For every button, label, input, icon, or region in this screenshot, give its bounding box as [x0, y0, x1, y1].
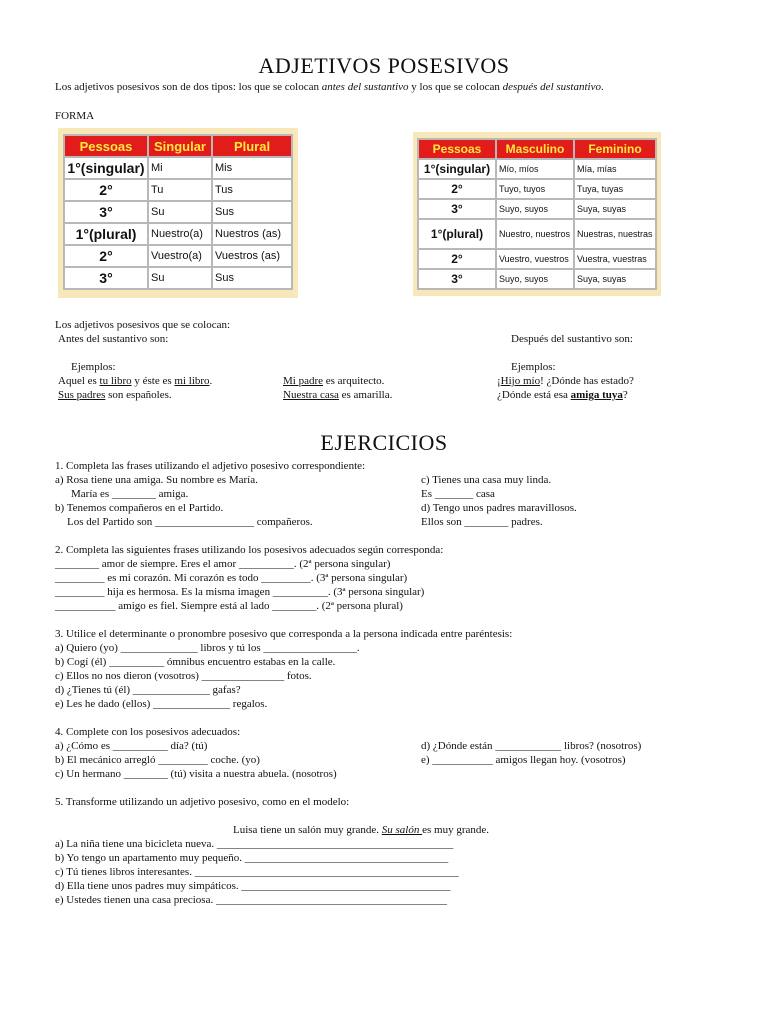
exercise-5-title: 5. Transforme utilizando un adjetivo posesivo, como en el modelo: [55, 796, 350, 808]
ejercicios-title: EJERCICIOS [320, 430, 448, 455]
exercise-line: e) Les he dado (ellos) ______________ regalos. [55, 698, 268, 710]
exercise-line: c) Tú tienes libros interesantes. ________________________________________________ [55, 866, 459, 878]
table-cell: Vuestro(a) [148, 245, 212, 267]
exercise-line: b) El mecánico arregló _________ coche. (yo) [55, 754, 260, 766]
exercise-line: d) Tengo unos padres maravillosos. [421, 502, 577, 514]
header-cell: Masculino [496, 139, 574, 159]
model-sentence: Luisa tiene un salón muy grande. Su salón es muy grande. [233, 824, 490, 836]
exercise-line: Es _______ casa [421, 488, 495, 500]
table-cell: Nuestro(a) [148, 223, 212, 245]
header-cell: Pessoas [64, 135, 148, 157]
exercise-3-title: 3. Utilice el determinante o pronombre posesivo que corresponda a la persona indicada entre paréntesis: [55, 628, 513, 640]
person-cell: 3° [64, 267, 148, 289]
example-line: Nuestra casa es amarilla. [283, 389, 393, 401]
table-cell: Suyo, suyos [496, 269, 574, 289]
exercise-line: d) Ella tiene unos padres muy simpáticos. ______________________________________ [55, 880, 451, 892]
person-cell: 2° [64, 179, 148, 201]
example-line: ¡Hijo mío! ¿Dónde has estado? [497, 375, 634, 387]
exercise-line: c) Ellos no nos dieron (vosotros) _______________ fotos. [55, 670, 312, 682]
exercise-line: c) Tienes una casa muy linda. [421, 474, 552, 486]
person-cell: 1°(plural) [64, 223, 148, 245]
person-cell: 3° [64, 201, 148, 223]
table-row [418, 269, 656, 289]
example-line: ¿Dónde está esa amiga tuya? [497, 389, 628, 401]
header-cell: Feminino [574, 139, 656, 159]
exercise-line: a) Quiero (yo) ______________ libros y tú los _________________. [55, 642, 360, 654]
exercise-line: _________ hija es hermosa. Es la misma imagen __________. (3ª persona singular) [55, 586, 425, 598]
table-cell: Vuestros (as) [212, 245, 292, 267]
despues-label: Después del sustantivo son: [511, 333, 633, 345]
exercise-line: c) Un hermano ________ (tú) visita a nuestra abuela. (nosotros) [55, 768, 337, 780]
table-cell: Nuestros (as) [212, 223, 292, 245]
possessive-table-short [58, 128, 298, 298]
ejemplos-right-label: Ejemplos: [511, 361, 556, 373]
header-cell: Plural [212, 135, 292, 157]
placement-intro: Los adjetivos posesivos que se colocan: [55, 319, 231, 331]
table-cell: Tuya, tuyas [574, 179, 656, 199]
intro-text: Los adjetivos posesivos son de dos tipos: los que se colocan antes del sustantivo y los que se colocan después del sustantivo. [55, 81, 604, 93]
table-cell: Tuyo, tuyos [496, 179, 574, 199]
table-row [64, 267, 292, 289]
person-cell: 2° [418, 249, 496, 269]
table-cell: Sus [212, 201, 292, 223]
table-cell: Vuestro, vuestros [496, 249, 574, 269]
table-cell: Mía, mías [574, 159, 656, 179]
table-cell: Su [148, 267, 212, 289]
table-row [64, 201, 292, 223]
table-row [418, 219, 656, 249]
page-title: ADJETIVOS POSESIVOS [258, 53, 510, 78]
ejemplos-left-label: Ejemplos: [71, 361, 116, 373]
exercise-line: d) ¿Tienes tú (él) ______________ gafas? [55, 684, 241, 696]
exercise-line: b) Yo tengo un apartamento muy pequeño. _____________________________________ [55, 852, 449, 864]
exercise-line: a) La niña tiene una bicicleta nueva. ___________________________________________ [55, 838, 454, 850]
table-header-row [418, 139, 656, 159]
header-cell: Singular [148, 135, 212, 157]
exercise-line: Los del Partido son __________________ compañeros. [67, 516, 313, 528]
table-cell: Vuestra, vuestras [574, 249, 656, 269]
table-row [418, 159, 656, 179]
antes-label: Antes del sustantivo son: [58, 333, 169, 345]
table-cell: Nuestras, nuestras [574, 219, 656, 249]
table-row [64, 179, 292, 201]
exercise-2-title: 2. Completa las siguientes frases utilizando los posesivos adecuados según corresponda: [55, 544, 444, 556]
person-cell: 3° [418, 269, 496, 289]
exercise-line: a) Rosa tiene una amiga. Su nombre es María. [55, 474, 258, 486]
exercise-line: a) ¿Cómo es __________ día? (tú) [55, 740, 208, 752]
table-row [64, 245, 292, 267]
table-header-row [64, 135, 292, 157]
table-cell: Mi [148, 157, 212, 179]
table-row [64, 223, 292, 245]
table-row [418, 249, 656, 269]
table-cell: Suya, suyas [574, 269, 656, 289]
exercise-line: ___________ amigo es fiel. Siempre está al lado ________. (2ª persona plural) [55, 600, 403, 612]
person-cell: 3° [418, 199, 496, 219]
table-row [418, 179, 656, 199]
example-line: Sus padres son españoles. [58, 389, 172, 401]
example-line: Aquel es tu libro y éste es mi libro. [58, 375, 213, 387]
person-cell: 1°(singular) [64, 157, 148, 179]
table-cell: Suya, suyas [574, 199, 656, 219]
person-cell: 2° [64, 245, 148, 267]
forma-label: FORMA [55, 110, 95, 122]
exercise-line: b) Tenemos compañeros en el Partido. [55, 502, 224, 514]
table-cell: Nuestro, nuestros [496, 219, 574, 249]
exercise-4-title: 4. Complete con los posesivos adecuados: [55, 726, 241, 738]
table-cell: Tus [212, 179, 292, 201]
table-cell: Mis [212, 157, 292, 179]
table-cell: Su [148, 201, 212, 223]
exercise-line: Ellos son ________ padres. [421, 516, 543, 528]
exercise-line: María es ________ amiga. [71, 488, 189, 500]
example-line: Mi padre es arquitecto. [283, 375, 385, 387]
exercise-line: e) ___________ amigos llegan hoy. (vosotros) [421, 754, 626, 766]
exercise-line: e) Ustedes tienen una casa preciosa. __________________________________________ [55, 894, 447, 906]
possessive-table-long [413, 132, 661, 296]
table-cell: Tu [148, 179, 212, 201]
person-cell: 1°(singular) [418, 159, 496, 179]
person-cell: 1°(plural) [418, 219, 496, 249]
exercise-line: ________ amor de siempre. Eres el amor __________. (2ª persona singular) [55, 558, 391, 570]
table-cell: Sus [212, 267, 292, 289]
exercise-1-title: 1. Completa las frases utilizando el adjetivo posesivo correspondiente: [55, 460, 366, 472]
exercise-line: b) Cogí (él) __________ ómnibus encuentro estabas en la calle. [55, 656, 336, 668]
table-row [64, 157, 292, 179]
exercise-line: _________ es mi corazón. Mi corazón es todo _________. (3ª persona singular) [55, 572, 408, 584]
table-cell: Mío, míos [496, 159, 574, 179]
header-cell: Pessoas [418, 139, 496, 159]
person-cell: 2° [418, 179, 496, 199]
table-cell: Suyo, suyos [496, 199, 574, 219]
table-row [418, 199, 656, 219]
exercise-line: d) ¿Dónde están ____________ libros? (nosotros) [421, 740, 642, 752]
